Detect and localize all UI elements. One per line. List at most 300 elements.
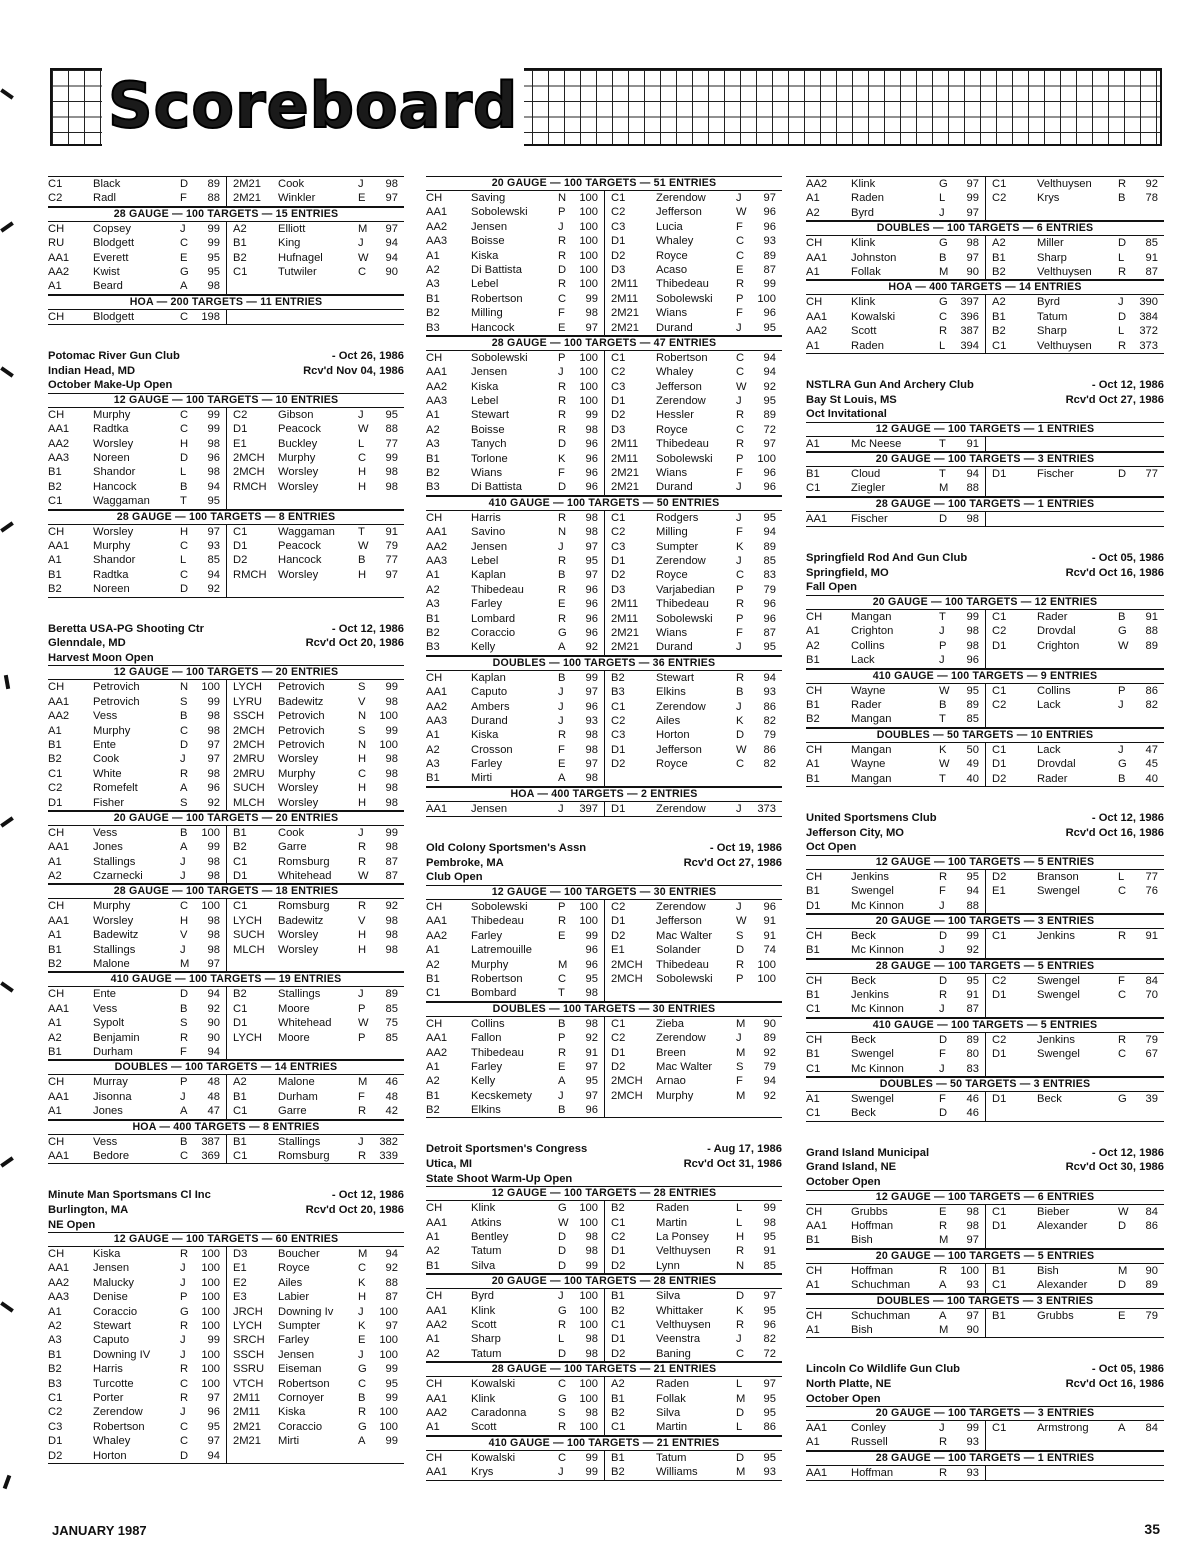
shooter-name: Worsley — [278, 568, 319, 581]
class-code: A1 — [806, 1279, 820, 1292]
class-code: 2M11 — [611, 292, 639, 305]
result-entry — [226, 251, 404, 265]
initial: J — [558, 1290, 564, 1303]
shoot-date: - Oct 12, 1986 — [331, 1189, 404, 1202]
result-entry — [985, 698, 1164, 712]
class-code: B1 — [233, 826, 247, 839]
initial: B — [1118, 772, 1126, 785]
shooter-name: Zerendow — [656, 395, 706, 408]
score: 99 — [585, 1259, 598, 1272]
class-code: B2 — [233, 841, 247, 854]
initial: L — [736, 1202, 743, 1215]
shoot-date: - Oct 12, 1986 — [1091, 1146, 1164, 1159]
score: 98 — [207, 929, 220, 942]
shooter-name: Stallings — [93, 855, 136, 868]
results-section — [806, 422, 1164, 452]
result-entry — [604, 1060, 782, 1074]
result-entry — [48, 987, 226, 1001]
initial — [1118, 1002, 1134, 1016]
score: 98 — [385, 943, 398, 956]
shooter-name: Jensen — [278, 1348, 315, 1361]
shooter-name: Silva — [656, 1406, 681, 1419]
initial: B — [180, 826, 188, 839]
shoot-date: - Aug 17, 1986 — [707, 1143, 782, 1156]
score: 77 — [385, 437, 398, 450]
results-section — [806, 176, 1164, 221]
club-block — [806, 1122, 1164, 1339]
shooter-name: Wayne — [851, 758, 886, 771]
score: 95 — [207, 495, 220, 508]
class-code: C2 — [992, 192, 1007, 205]
class-code: CH — [426, 1451, 443, 1464]
score — [374, 310, 404, 324]
score: 98 — [385, 929, 398, 942]
initial: J — [736, 481, 742, 494]
score — [1134, 1062, 1164, 1076]
shooter-name: Zerendow — [93, 1406, 143, 1419]
result-entry — [226, 525, 404, 539]
score — [1134, 653, 1164, 667]
class-code: D1 — [233, 870, 248, 883]
section-title: 12 GAUGE — 100 TARGETS — 1 ENTRIES — [806, 423, 1164, 437]
initial: J — [180, 1334, 186, 1347]
initial: D — [736, 729, 745, 742]
result-entry — [48, 279, 226, 293]
shooter-name: Jefferson — [656, 380, 702, 393]
shooter-name: Solander — [656, 944, 701, 957]
column-divider — [226, 1135, 227, 1164]
score: 87 — [966, 1003, 979, 1016]
results-table — [426, 191, 782, 336]
result-entry — [426, 1392, 604, 1406]
score: 97 — [585, 758, 598, 771]
section-title: 28 GAUGE — 100 TARGETS — 21 ENTRIES — [426, 1363, 782, 1377]
received-date: Rcv'd Oct 20, 1986 — [305, 1203, 404, 1216]
club-location-row — [806, 826, 1164, 841]
result-entry — [426, 1347, 604, 1361]
initial: R — [736, 1245, 745, 1258]
shooter-name: Petrovich — [278, 724, 325, 737]
result-entry — [426, 958, 604, 972]
score: 74 — [763, 944, 776, 957]
result-entry — [604, 671, 782, 685]
score: 99 — [207, 237, 220, 250]
class-code: AA1 — [426, 1032, 448, 1045]
shooter-name: Lack — [851, 654, 875, 667]
result-entry — [806, 1435, 985, 1449]
score: 87 — [1145, 265, 1158, 278]
score: 94 — [966, 885, 979, 898]
initial: J — [180, 855, 186, 868]
shooter-name: Jensen — [471, 220, 508, 233]
shooter-name: Mangan — [851, 772, 892, 785]
class-code: AA2 — [48, 437, 70, 450]
class-code — [992, 437, 1037, 451]
class-code: A1 — [806, 758, 820, 771]
initial: H — [358, 480, 367, 493]
score: 99 — [207, 841, 220, 854]
shooter-name: Mc Kinnon — [851, 1062, 904, 1075]
result-entry — [985, 899, 1164, 913]
score: 99 — [385, 1435, 398, 1448]
shooter-name: Elliott — [278, 222, 306, 235]
result-entry — [806, 1205, 985, 1219]
initial: R — [1118, 178, 1127, 190]
score — [1134, 481, 1164, 495]
class-code — [992, 1466, 1037, 1480]
result-entry — [604, 640, 782, 654]
result-entry — [985, 653, 1164, 667]
club-header — [806, 551, 1164, 566]
score: 85 — [207, 554, 220, 567]
score: 96 — [763, 598, 776, 611]
initial: E — [558, 758, 566, 771]
result-entry — [806, 1278, 985, 1292]
result-entry — [426, 640, 604, 654]
score: 47 — [1145, 743, 1158, 756]
column-divider — [226, 222, 227, 294]
class-code: AA1 — [48, 695, 70, 708]
class-code — [992, 1106, 1037, 1120]
received-date: Rcv'd Oct 16, 1986 — [1065, 1377, 1164, 1390]
result-entry — [226, 840, 404, 854]
result-entry — [604, 900, 782, 914]
results-section — [426, 1274, 782, 1362]
score: 96 — [207, 1406, 220, 1419]
results-table — [806, 295, 1164, 354]
score: 84 — [1145, 1205, 1158, 1218]
class-code: CH — [426, 1017, 443, 1030]
class-code — [992, 1062, 1037, 1076]
score: 84 — [1145, 1422, 1158, 1435]
initial: T — [939, 468, 946, 481]
score — [1134, 1323, 1164, 1337]
margin-mark — [0, 981, 14, 992]
column-divider — [226, 525, 227, 597]
section-title: DOUBLES — 50 TARGETS — 3 ENTRIES — [806, 1078, 1164, 1092]
initial: R — [736, 438, 745, 451]
shooter-name: Stallings — [278, 988, 321, 1001]
result-entry — [985, 1047, 1164, 1061]
initial: H — [358, 929, 367, 942]
score: 97 — [385, 192, 398, 205]
shooter-name: Moore — [278, 1031, 310, 1044]
result-entry — [426, 1465, 604, 1479]
result-entry — [48, 767, 226, 781]
shooter-name: Worsley — [278, 796, 319, 809]
class-code: CH — [806, 1264, 823, 1277]
initial: G — [1118, 625, 1127, 638]
class-code: CH — [426, 192, 443, 204]
shoot-date: - Oct 12, 1986 — [1091, 811, 1164, 824]
shooter-name — [656, 1103, 736, 1117]
result-entry — [426, 437, 604, 451]
initial: J — [180, 753, 186, 766]
shooter-name: Royce — [278, 1262, 310, 1275]
shooter-name: Badewitz — [278, 914, 324, 927]
score: 48 — [207, 1090, 220, 1103]
score: 94 — [763, 526, 776, 539]
results-table — [48, 899, 404, 972]
result-entry — [426, 743, 604, 757]
initial: P — [358, 1002, 366, 1015]
class-code: 2MRU — [233, 753, 265, 766]
result-entry — [604, 929, 782, 943]
initial: M — [736, 1392, 746, 1405]
initial: R — [358, 1149, 367, 1162]
initial: B — [358, 1392, 366, 1404]
class-code: B3 — [426, 481, 440, 494]
section-title: 410 GAUGE — 100 TARGETS — 9 ENTRIES — [806, 670, 1164, 684]
result-entry — [426, 480, 604, 494]
initial: R — [1118, 265, 1127, 278]
initial: D — [180, 1449, 189, 1462]
shooter-name: Krys — [1037, 192, 1060, 205]
initial: G — [558, 1392, 567, 1405]
score: 93 — [763, 1466, 776, 1479]
shooter-name: Royce — [656, 249, 688, 262]
shooter-name: Caputo — [471, 686, 508, 699]
shooter-name: Rader — [851, 698, 882, 711]
shooter-name: Lebel — [471, 554, 499, 567]
section-title: HOA — 400 TARGETS — 8 ENTRIES — [48, 1121, 404, 1135]
class-code: D1 — [611, 1333, 626, 1346]
class-code: C1 — [611, 1421, 626, 1434]
result-entry — [604, 771, 782, 785]
initial: S — [180, 1017, 188, 1030]
initial: J — [736, 554, 742, 567]
score: 394 — [960, 339, 979, 352]
result-entry — [226, 1449, 404, 1463]
result-entry — [985, 206, 1164, 220]
shooter-name: Turcotte — [93, 1377, 134, 1390]
score: 84 — [1145, 974, 1158, 987]
shooter-name: Breen — [656, 1046, 686, 1059]
result-entry — [426, 1074, 604, 1088]
initial: R — [558, 915, 567, 928]
initial — [358, 1449, 374, 1463]
class-code: A1 — [806, 1093, 820, 1106]
class-code: C1 — [611, 700, 626, 713]
shooter-name: Stallings — [93, 943, 136, 956]
column-divider — [985, 743, 986, 786]
initial — [1118, 1062, 1134, 1076]
result-entry — [426, 1451, 604, 1465]
initial: A — [558, 1075, 566, 1088]
initial: J — [939, 654, 945, 667]
class-code: B1 — [48, 1348, 62, 1361]
score: 88 — [385, 1276, 398, 1289]
result-entry — [48, 1016, 226, 1030]
class-code: B1 — [426, 292, 440, 305]
results-table — [48, 408, 404, 510]
score: 87 — [385, 870, 398, 883]
score: 96 — [763, 901, 776, 914]
initial: R — [736, 1319, 745, 1331]
shooter-name: Jefferson — [656, 743, 702, 756]
class-code: LYRU — [233, 695, 263, 708]
result-entry — [426, 1201, 604, 1215]
result-entry — [426, 1304, 604, 1318]
class-code: 2MCH — [233, 724, 265, 737]
class-code: A2 — [426, 423, 440, 436]
shooter-name: Collins — [851, 639, 885, 652]
shooter-name: Jenkins — [851, 989, 889, 1002]
class-code — [611, 771, 656, 785]
class-code: CH — [48, 826, 65, 839]
class-code: AA1 — [426, 1466, 448, 1479]
shooter-name: Klink — [471, 1202, 496, 1215]
shooter-name: Torlone — [471, 452, 508, 465]
class-code: 2M21 — [611, 321, 639, 334]
initial: R — [358, 1406, 367, 1419]
shooter-name: Klink — [851, 296, 876, 309]
result-entry — [426, 671, 604, 685]
result-entry — [226, 465, 404, 479]
class-code: 2M21 — [611, 307, 639, 320]
class-code: C1 — [992, 1205, 1007, 1218]
shooter-name — [278, 582, 358, 596]
result-entry — [806, 1219, 985, 1233]
class-code: E3 — [233, 1291, 247, 1304]
column-divider — [604, 351, 605, 495]
result-entry — [226, 1348, 404, 1362]
result-entry — [806, 206, 985, 220]
shooter-name: Martin — [656, 1216, 688, 1229]
initial: H — [180, 525, 189, 538]
class-code: C2 — [611, 1032, 626, 1045]
class-code: D1 — [611, 1046, 626, 1059]
section-title: 28 GAUGE — 100 TARGETS — 47 ENTRIES — [426, 337, 782, 351]
initial: C — [358, 1377, 367, 1390]
shooter-name: Swengel — [851, 1093, 894, 1106]
shooter-name — [278, 494, 358, 508]
shooter-name: Rader — [1037, 611, 1068, 624]
score: 95 — [385, 408, 398, 421]
shooter-name: Royce — [656, 758, 688, 771]
initial: G — [558, 1202, 567, 1215]
shooter-name: Whitehead — [278, 1017, 332, 1030]
result-entry — [604, 1289, 782, 1303]
score: 95 — [585, 972, 598, 985]
result-entry — [985, 1435, 1164, 1449]
initial: T — [358, 525, 365, 538]
initial: G — [358, 1363, 367, 1376]
result-entry — [985, 1233, 1164, 1247]
results-table — [806, 467, 1164, 497]
class-code: C2 — [992, 625, 1007, 638]
score: 86 — [763, 1421, 776, 1434]
score: 82 — [763, 758, 776, 771]
shooter-name: Jenkins — [1037, 929, 1075, 942]
margin-mark — [0, 221, 14, 232]
initial: C — [180, 540, 189, 553]
class-code — [233, 1449, 278, 1463]
class-code — [233, 957, 278, 971]
results-table — [426, 1201, 782, 1274]
class-code: CH — [48, 408, 65, 421]
result-entry — [604, 408, 782, 422]
result-entry — [48, 1434, 226, 1448]
initial: J — [736, 700, 742, 713]
shooter-name: La Ponsey — [656, 1231, 709, 1244]
result-entry — [604, 394, 782, 408]
results-section — [48, 393, 404, 510]
shooter-name: Byrd — [471, 1290, 495, 1303]
section-title: 20 GAUGE — 100 TARGETS — 20 ENTRIES — [48, 812, 404, 826]
result-entry — [426, 220, 604, 234]
result-entry — [48, 1135, 226, 1149]
class-code: D2 — [992, 772, 1007, 785]
initial: R — [1118, 1033, 1127, 1046]
result-entry — [985, 684, 1164, 698]
results-table — [426, 1377, 782, 1436]
shooter-name: Petrovich — [278, 710, 325, 723]
result-entry — [806, 698, 985, 712]
initial: J — [939, 1003, 945, 1016]
class-code: B2 — [426, 626, 440, 639]
class-code: C2 — [992, 698, 1007, 711]
score: 90 — [385, 265, 398, 278]
class-code: A1 — [806, 1323, 820, 1336]
result-entry — [226, 1434, 404, 1448]
initial — [736, 986, 752, 1000]
column-divider — [226, 987, 227, 1059]
score: 79 — [1145, 1309, 1158, 1322]
class-code: AA3 — [48, 1291, 70, 1304]
class-code: A1 — [806, 625, 820, 638]
class-code: A1 — [48, 929, 62, 942]
class-code: C1 — [233, 1002, 248, 1015]
shooter-name: Latremouille — [471, 944, 532, 957]
class-code: C1 — [426, 987, 441, 1000]
initial: C — [736, 569, 745, 582]
shooter-name — [1037, 1062, 1118, 1076]
score — [752, 986, 782, 1000]
class-code: D1 — [611, 235, 626, 248]
class-code: A1 — [806, 339, 820, 352]
section-title: 12 GAUGE — 100 TARGETS — 60 ENTRIES — [48, 1233, 404, 1247]
result-entry — [426, 626, 604, 640]
result-entry — [48, 943, 226, 957]
result-entry — [604, 525, 782, 539]
result-entry — [48, 451, 226, 465]
initial: K — [358, 1276, 366, 1289]
class-code: AA1 — [48, 1002, 70, 1015]
class-code: B2 — [233, 988, 247, 1001]
score: 85 — [385, 1031, 398, 1044]
class-code: D1 — [233, 423, 248, 436]
shooter-name: Caradonna — [471, 1406, 527, 1419]
result-entry — [226, 265, 404, 279]
section-title: 28 GAUGE — 100 TARGETS — 5 ENTRIES — [806, 960, 1164, 974]
initial: C — [180, 1435, 189, 1448]
score: 95 — [763, 641, 776, 654]
class-code: CH — [806, 296, 823, 309]
class-code: A2 — [426, 958, 440, 971]
result-entry — [604, 365, 782, 379]
initial: J — [558, 220, 564, 233]
shooter-name: Boisse — [471, 423, 505, 436]
initial: J — [939, 1422, 945, 1435]
initial: M — [939, 482, 949, 495]
score — [1134, 206, 1164, 220]
class-code: AA3 — [426, 714, 448, 727]
shooter-name: Wians — [656, 467, 688, 480]
initial: D — [558, 481, 567, 494]
section-title: DOUBLES — 50 TARGETS — 10 ENTRIES — [806, 729, 1164, 743]
initial: P — [558, 1032, 566, 1045]
